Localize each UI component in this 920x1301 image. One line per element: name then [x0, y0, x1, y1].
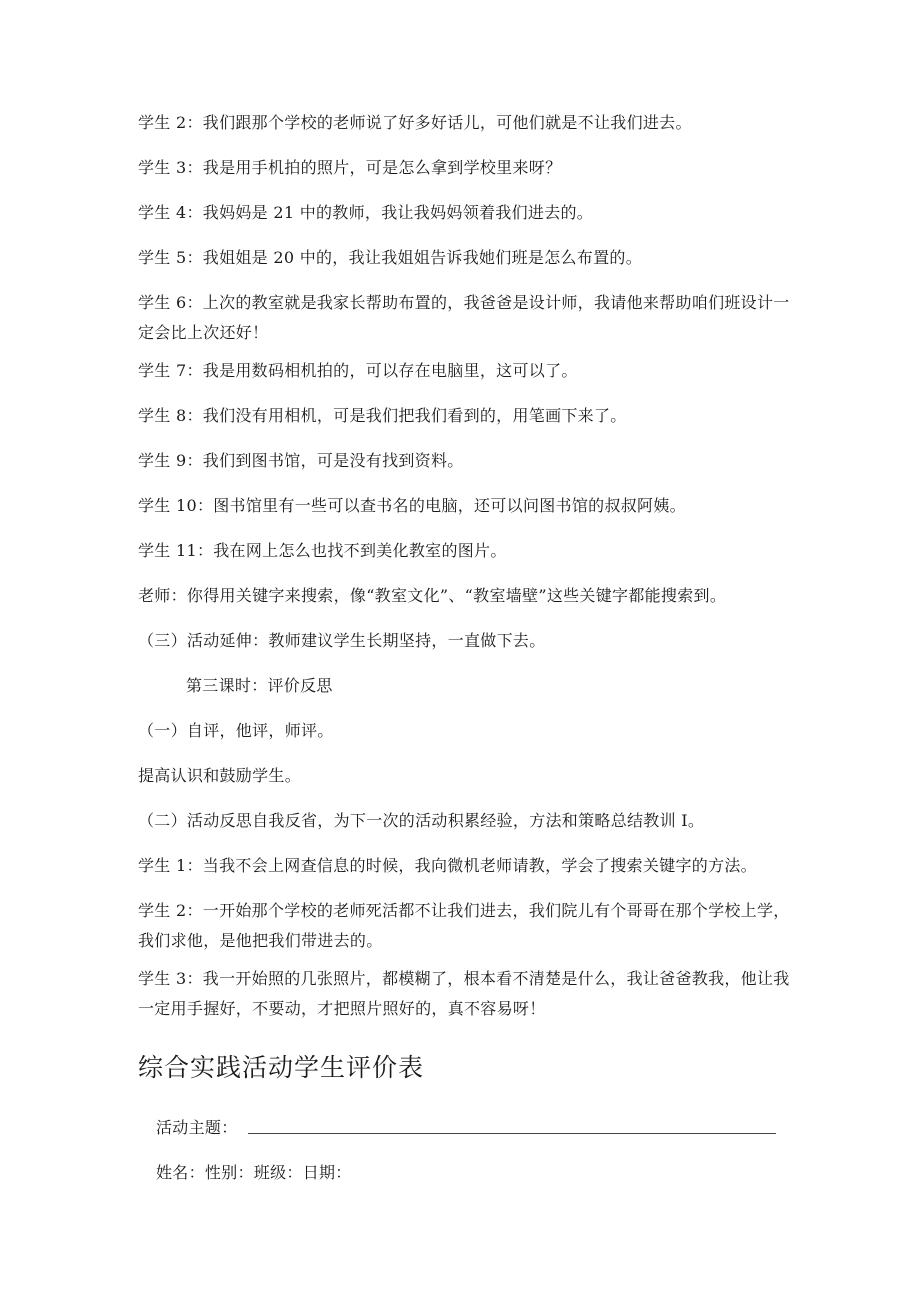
paragraph-student-4: 学生 4：我妈妈是 21 中的教师，我让我妈妈领着我们进去的。 [138, 203, 594, 222]
paragraph-student-7: 学生 7：我是用数码相机拍的，可以存在电脑里，这可以了。 [138, 361, 578, 380]
paragraph-reflection: （二）活动反思自我反省，为下一次的活动积累经验，方法和策略总结教训 I。 [138, 811, 705, 830]
paragraph-teacher: 老师：你得用关键字来搜索，像“教室文化”、“教室墙壁”这些关键字都能搜索到。 [138, 586, 727, 605]
paragraph-reflection-student-3: 学生 3：我一开始照的几张照片，都模糊了，根本看不清楚是什么，我让爸爸教我，他让我一定用手握好，不要动，才把照片照好的，真不容易呀！ [138, 969, 790, 1018]
paragraph-student-10: 学生 10：图书馆里有一些可以查书名的电脑，还可以问图书馆的叔叔阿姨。 [138, 496, 686, 515]
paragraph-student-8: 学生 8：我们没有用相机，可是我们把我们看到的，用笔画下来了。 [138, 406, 627, 425]
paragraph-reflection-student-2: 学生 2：一开始那个学校的老师死活都不让我们进去，我们院儿有个哥哥在那个学校上学，我们求他，是他把我们带进去的。 [138, 901, 790, 950]
paragraph-evaluation: （一）自评，他评，师评。 [138, 721, 334, 740]
student-info-line: 姓名：性别：班级：日期： [156, 1163, 352, 1182]
section-heading-third-lesson: 第三课时：评价反思 [186, 676, 333, 695]
paragraph-student-11: 学生 11：我在网上怎么也找不到美化教室的图片。 [138, 541, 507, 560]
topic-fill-line [248, 1133, 776, 1134]
paragraph-student-2: 学生 2：我们跟那个学校的老师说了好多好话儿，可他们就是不让我们进去。 [138, 113, 692, 132]
paragraph-student-3: 学生 3：我是用手机拍的照片，可是怎么拿到学校里来呀？ [138, 158, 562, 177]
paragraph-student-6: 学生 6：上次的教室就是我家长帮助布置的，我爸爸是设计师，我请他来帮助咱们班设计一定会比上次还好！ [138, 293, 790, 342]
paragraph-activity-extension: （三）活动延伸：教师建议学生长期坚持，一直做下去。 [138, 631, 546, 650]
paragraph-encourage: 提高认识和鼓励学生。 [138, 766, 302, 785]
form-title: 综合实践活动学生评价表 [138, 1053, 425, 1082]
paragraph-student-5: 学生 5：我姐姐是 20 中的，我让我姐姐告诉我她们班是怎么布置的。 [138, 248, 642, 267]
paragraph-student-9: 学生 9：我们到图书馆，可是没有找到资料。 [138, 451, 464, 470]
paragraph-reflection-student-1: 学生 1：当我不会上网查信息的时候，我向微机老师请教，学会了搜索关键字的方法。 [138, 856, 757, 875]
topic-label: 活动主题： [156, 1118, 238, 1137]
